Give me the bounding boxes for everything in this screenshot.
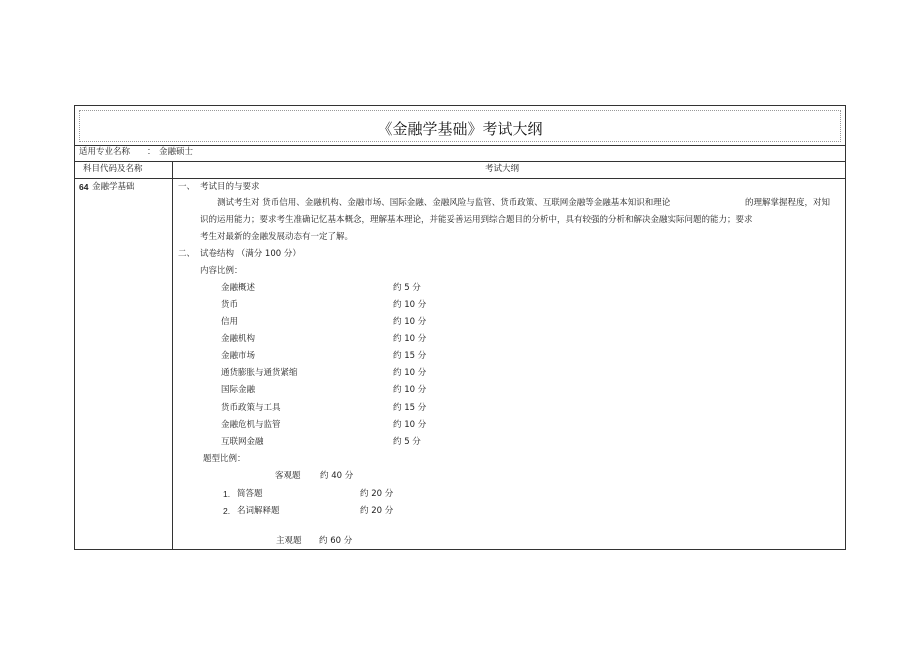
content-item-score: 约 5 分 [393,437,421,447]
divider [75,161,845,162]
subject-name: 金融学基础 [92,182,135,192]
section1-text-line3: 考生对最新的金融发展动态有一定了解。 [200,232,354,242]
content-item-score: 约 10 分 [393,385,427,395]
subjective-name: 主观题 [276,536,302,546]
divider [75,178,845,179]
syllabus-table [74,105,846,550]
content-item-score: 约 10 分 [393,317,427,327]
content-item-name: 金融概述 [221,283,256,293]
content-item-score: 约 10 分 [393,420,427,430]
content-item-name: 互联网金融 [221,437,264,447]
content-item-name: 货币 [221,300,239,310]
content-item-score: 约 10 分 [393,300,427,310]
objective-name: 客观题 [275,471,301,481]
major-value: 金融硕士 [159,147,194,157]
objective-score: 约 40 分 [320,471,354,481]
section1-text-line2: 识的运用能力；要求考生准确记忆基本概念，理解基本理论，并能妥善运用到综合题目的分析中，具有较强的分析和解决金融实际问题的能力；要求 [200,215,753,225]
content-item-score: 约 15 分 [393,351,427,361]
major-separator: ： [147,147,156,157]
content-ratio-label: 内容比例： [200,266,243,276]
section2-number: 二、 [178,249,196,259]
content-item-name: 货币政策与工具 [221,403,281,413]
content-item-score: 约 15 分 [393,403,427,413]
content-item-name: 金融机构 [221,334,256,344]
section1-title: 考试目的与要求 [200,182,260,192]
column-divider [172,161,173,549]
col-header-subject: 科目代码及名称 [83,164,143,174]
content-item-score: 约 10 分 [393,368,427,378]
sub-item-name: 简答题 [237,489,263,499]
type-ratio-label: 题型比例： [203,454,246,464]
section2-title: 试卷结构 （满分 100 分） [200,249,301,259]
subjective-score: 约 60 分 [319,536,353,546]
content-item-name: 信用 [221,317,239,327]
content-item-name: 金融市场 [221,351,256,361]
page-title: 《金融学基础》考试大纲 [377,120,543,138]
content-item-score: 约 5 分 [393,283,421,293]
content-item-name: 国际金融 [221,385,256,395]
content-item-score: 约 10 分 [393,334,427,344]
section1-number: 一、 [178,182,196,192]
major-label: 适用专业名称 [79,147,131,157]
col-header-syllabus: 考试大纲 [485,164,520,174]
sub-item-score: 约 20 分 [360,489,394,499]
section1-text-line1: 测试考生对 货币信用、金融机构、金融市场、国际金融、金融风险与监管、货币政策、互联网金融等金融基本知识和理论 [217,198,671,208]
section1-text-line1-end: 的理解掌握程度，对知 [745,198,831,208]
subject-code: 64 [79,182,89,192]
content-item-name: 通货膨胀与通货紧缩 [221,368,298,378]
sub-item-name: 名词解释题 [237,506,280,516]
title-box [79,110,841,142]
sub-item-number: 1. [223,489,231,499]
divider [75,145,845,146]
sub-item-score: 约 20 分 [360,506,394,516]
content-item-name: 金融危机与监管 [221,420,281,430]
sub-item-number: 2. [223,506,231,516]
